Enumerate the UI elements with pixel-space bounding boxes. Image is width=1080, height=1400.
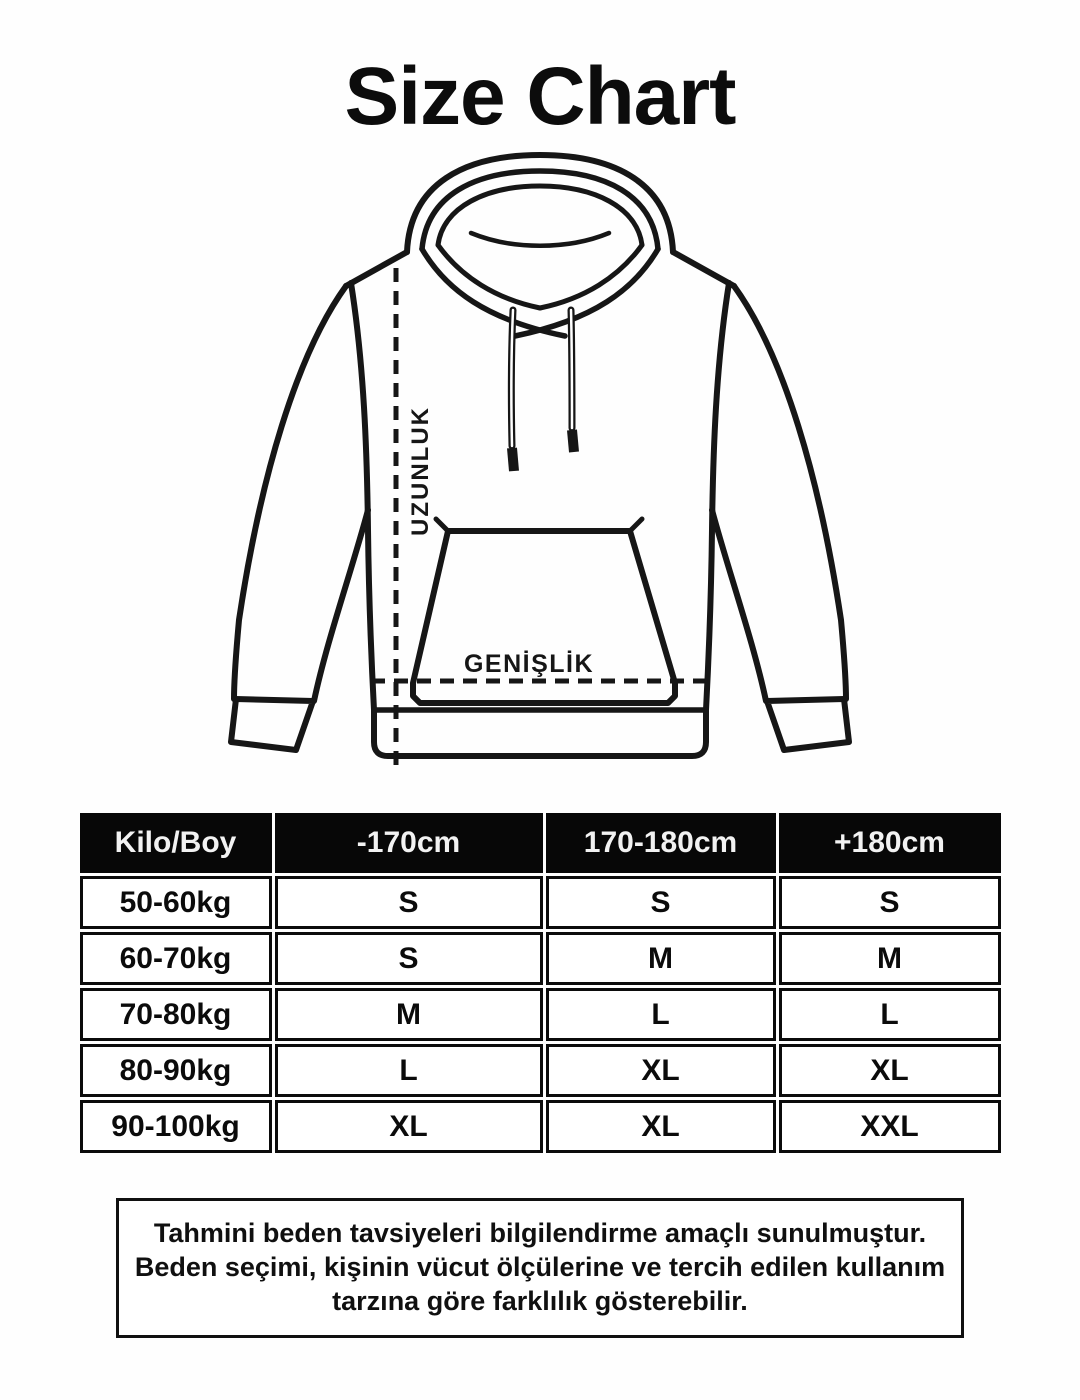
hood-inner-right	[540, 245, 642, 308]
hood-inner-left	[438, 245, 540, 308]
size-cell: XXL	[779, 1100, 1001, 1153]
table-row	[80, 1044, 1001, 1097]
length-label: UZUNLUK	[407, 406, 434, 537]
size-cell: S	[275, 932, 543, 985]
right-cuff	[767, 699, 849, 750]
pocket-corner-tick-left	[436, 519, 448, 531]
size-chart-page	[0, 50, 1080, 1400]
width-label: GENİŞLİK	[463, 650, 595, 679]
weight-range-cell: 90-100kg	[80, 1100, 272, 1153]
disclaimer-box	[116, 1198, 964, 1338]
table-row	[80, 876, 1001, 929]
page-title: Size Chart	[344, 51, 736, 142]
col-header-170-180: 170-180cm	[546, 813, 776, 873]
hoodie-measurement-diagram	[224, 150, 856, 800]
size-cell: M	[779, 932, 1001, 985]
weight-range-cell: 60-70kg	[80, 932, 272, 985]
weight-range-cell: 70-80kg	[80, 988, 272, 1041]
size-cell: L	[275, 1044, 543, 1097]
table-row	[80, 988, 1001, 1041]
hem-band	[374, 710, 706, 756]
disclaimer-line: Tahmini beden tavsiyeleri bilgilendirme amaçlı sunulmuştur.	[153, 1218, 927, 1249]
size-cell: L	[546, 988, 776, 1041]
hood-back-edge	[471, 233, 609, 246]
right-shoulder-line	[673, 252, 734, 286]
col-header-over-180: +180cm	[779, 813, 1001, 873]
disclaimer-line: tarzına göre farklılık gösterebilir.	[332, 1286, 748, 1317]
left-cuff	[231, 699, 313, 750]
pocket-corner-tick-right	[630, 519, 642, 531]
size-table	[77, 810, 1004, 1156]
size-cell: XL	[546, 1044, 776, 1097]
size-cell: M	[275, 988, 543, 1041]
left-sleeve-inner-seam	[314, 510, 368, 701]
torso-left-edge	[351, 283, 374, 710]
size-cell: XL	[275, 1100, 543, 1153]
disclaimer-line: Beden seçimi, kişinin vücut ölçülerine ve tercih edilen kullanım	[134, 1252, 946, 1283]
size-cell: S	[779, 876, 1001, 929]
size-cell: S	[275, 876, 543, 929]
size-cell: XL	[779, 1044, 1001, 1097]
torso-right-edge	[706, 283, 729, 710]
weight-range-cell: 50-60kg	[80, 876, 272, 929]
hoodie-line-drawing	[224, 150, 856, 800]
table-row	[80, 932, 1001, 985]
table-row	[80, 1100, 1001, 1153]
col-header-weight-height: Kilo/Boy	[80, 813, 272, 873]
size-cell: L	[779, 988, 1001, 1041]
weight-range-cell: 80-90kg	[80, 1044, 272, 1097]
size-table-header-row	[80, 813, 1001, 873]
right-sleeve-inner-seam	[712, 510, 766, 701]
hood-inner-opening	[438, 186, 642, 245]
left-aglet	[512, 448, 514, 471]
size-cell: S	[546, 876, 776, 929]
size-cell: M	[546, 932, 776, 985]
size-cell: XL	[546, 1100, 776, 1153]
col-header-under-170: -170cm	[275, 813, 543, 873]
right-drawstring-core	[571, 310, 572, 428]
right-aglet	[572, 430, 574, 452]
